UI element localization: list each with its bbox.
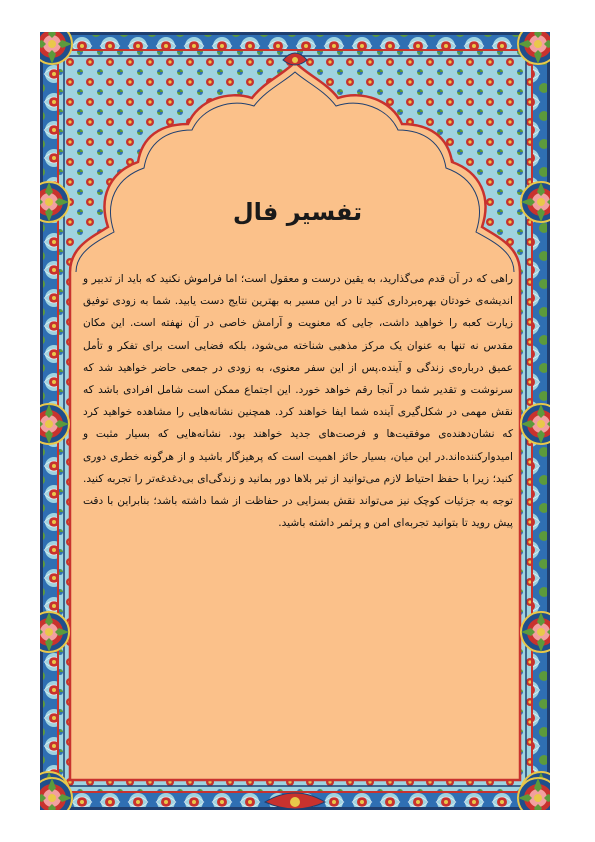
- page-title: تفسیر فال: [232, 198, 363, 226]
- body-text: راهی که در آن قدم می‌گذارید، به یقین درست و معقول است؛ اما فراموش نکنید که باید از تدبیر و اندیشه‌ی خودتان بهره‌برداری کنید تا در این مسیر به بهترین نتایج دست یابید. شما به زودی توفیق زیارت کعبه را خواهید داشت، جایی که معنویت و آرامش خاصی در آن نهفته است. این مکان مقدس نه تنها به عنوان یک مرکز مذهبی شناخته می‌شود، بلکه فضایی است برای تفکر و تأمل عمیق درباره‌ی زندگی و آینده.پس از این سفر معنوی، به زودی در جمعی حاضر خواهید شد که سرنوشت و تقدیر شما در آنجا رقم خواهد خورد. این اجتماع ممکن است شامل افرادی باشد که نقش مهمی در شکل‌گیری آینده شما ایفا خواهند کرد. همچنین نشانه‌هایی را مشاهده خواهید کرد که نشان‌دهنده‌ی موفقیت‌ها و فرصت‌های جدید خواهند بود. نشانه‌هایی که بسیار مثبت و امیدوارکننده‌اند.در این میان، بسیار حائز اهمیت است که پرهیزگار باشید و از هرگونه خطری دوری کنید؛ زیرا با حفظ احتیاط لازم می‌توانید از تیر بلاها دور بمانید و زندگی‌ای بی‌دغدغه‌تر را تجربه کنید. توجه به جزئیات کوچک نیز می‌تواند نقش بسزایی در حفاظت از شما داشته باشد؛ بنابراین با دقت پیش روید تا بتوانید تجربه‌ای امن و پرثمر داشته باشید.: [83, 273, 513, 530]
